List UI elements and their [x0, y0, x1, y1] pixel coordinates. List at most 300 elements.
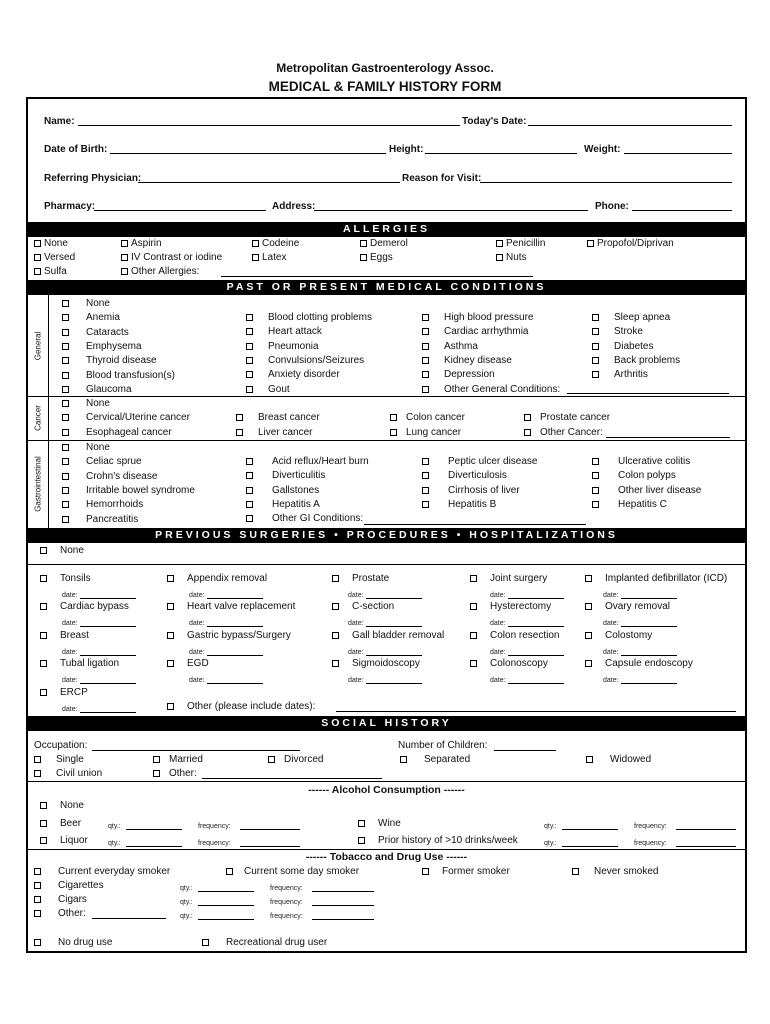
condition-item[interactable]: Hepatitis C [592, 499, 667, 511]
checkbox[interactable] [422, 868, 429, 875]
wine-qty-field[interactable] [562, 829, 618, 830]
status-other[interactable]: Other: [153, 768, 197, 780]
allergy-nuts[interactable]: Nuts [496, 252, 527, 264]
date-label: date: [603, 592, 619, 599]
date-field[interactable] [508, 598, 564, 599]
checkbox[interactable] [62, 516, 69, 523]
row-divider [26, 396, 747, 397]
checkbox[interactable] [226, 868, 233, 875]
allergy-none[interactable]: None [34, 238, 68, 250]
date-field[interactable] [366, 683, 422, 684]
condition-item[interactable]: Hepatitis A [246, 499, 320, 511]
checkbox[interactable] [422, 386, 429, 393]
condition-item[interactable]: Ulcerative colitis [592, 456, 690, 468]
checkbox[interactable] [34, 910, 41, 917]
date-field[interactable] [80, 712, 136, 713]
checkbox[interactable] [360, 254, 367, 261]
checkbox[interactable] [153, 770, 160, 777]
checkbox[interactable] [62, 473, 69, 480]
surgery-ercp[interactable]: ERCP [40, 687, 88, 699]
checkbox[interactable] [586, 756, 593, 763]
checkbox[interactable] [34, 254, 41, 261]
dob-label: Date of Birth: [44, 144, 108, 155]
checkbox[interactable] [62, 487, 69, 494]
date-label: date: [490, 592, 506, 599]
checkbox[interactable] [62, 314, 69, 321]
checkbox[interactable] [62, 300, 69, 307]
checkbox[interactable] [236, 414, 243, 421]
checkbox[interactable] [202, 939, 209, 946]
todays-date-field[interactable] [528, 125, 732, 126]
condition-item[interactable]: Glaucoma [62, 384, 132, 396]
date-field[interactable] [508, 626, 564, 627]
row-divider [26, 781, 747, 782]
condition-item[interactable]: None [62, 298, 110, 310]
cigarettes-freq-field[interactable] [312, 891, 374, 892]
checkbox[interactable] [524, 414, 531, 421]
pharmacy-label: Pharmacy: [44, 201, 96, 212]
reason-field[interactable] [480, 182, 732, 183]
checkbox[interactable] [252, 240, 259, 247]
tobacco-cigarettes[interactable]: Cigarettes [34, 880, 104, 892]
condition-item[interactable]: Appendix removal [167, 573, 267, 585]
condition-item[interactable]: Sigmoidoscopy [332, 658, 420, 670]
checkbox[interactable] [422, 314, 429, 321]
dob-field[interactable] [110, 153, 386, 154]
condition-item[interactable]: None [62, 398, 110, 410]
condition-item[interactable]: Back problems [592, 355, 680, 367]
cigarettes-qty-field[interactable] [198, 891, 254, 892]
wine-freq-field[interactable] [676, 829, 736, 830]
condition-item[interactable]: Anxiety disorder [246, 369, 340, 381]
condition-item[interactable]: Gallstones [246, 485, 319, 497]
status-widowed[interactable]: Widowed [586, 754, 651, 766]
checkbox[interactable] [62, 357, 69, 364]
tobacco-never[interactable]: Never smoked [572, 866, 658, 878]
checkbox[interactable] [40, 820, 47, 827]
condition-item[interactable]: Diverticulitis [246, 470, 325, 482]
checkbox[interactable] [246, 328, 253, 335]
checkbox[interactable] [246, 515, 253, 522]
checkbox[interactable] [34, 939, 41, 946]
allergy-penicillin[interactable]: Penicillin [496, 238, 545, 250]
date-label: date: [189, 648, 205, 656]
status-married[interactable]: Married [153, 754, 203, 766]
prior-qty-field[interactable] [562, 846, 618, 847]
condition-item[interactable]: Tubal ligation [40, 658, 119, 670]
checkbox[interactable] [236, 429, 243, 436]
section-divider [48, 295, 49, 528]
prior-freq-field[interactable] [676, 846, 736, 847]
checkbox[interactable] [592, 371, 599, 378]
checkbox[interactable] [422, 458, 429, 465]
date-label: date: [62, 592, 78, 599]
checkbox[interactable] [572, 868, 579, 875]
tobacco-cigars[interactable]: Cigars [34, 894, 87, 906]
checkbox[interactable] [40, 632, 47, 639]
status-separated[interactable]: Separated [400, 754, 470, 766]
date-label: date: [189, 676, 205, 684]
allergy-iv-contrast[interactable]: IV Contrast or iodine [121, 252, 222, 264]
checkbox[interactable] [585, 660, 592, 667]
date-field[interactable] [366, 655, 422, 656]
condition-item[interactable]: Breast [40, 630, 89, 642]
checkbox[interactable] [332, 660, 339, 667]
qty-label: qty.: [180, 885, 193, 892]
status-single[interactable]: Single [34, 754, 84, 766]
condition-item[interactable]: Irritable bowel syndrome [62, 485, 195, 497]
checkbox[interactable] [252, 254, 259, 261]
checkbox[interactable] [246, 487, 253, 494]
other-tob-freq-field[interactable] [312, 919, 374, 920]
condition-item[interactable]: Gout [246, 384, 290, 396]
condition-item[interactable]: Cervical/Uterine cancer [62, 412, 190, 424]
date-field[interactable] [508, 683, 564, 684]
status-other-field[interactable] [202, 778, 382, 779]
allergy-aspirin[interactable]: Aspirin [121, 238, 162, 250]
condition-item[interactable]: Diabetes [592, 341, 653, 353]
checkbox[interactable] [332, 603, 339, 610]
physician-field[interactable] [138, 182, 400, 183]
checkbox[interactable] [34, 268, 41, 275]
freq-label: frequency: [634, 823, 667, 830]
condition-item[interactable]: Convulsions/Seizures [246, 355, 364, 367]
date-field[interactable] [207, 626, 263, 627]
cigars-qty-field[interactable] [198, 905, 254, 906]
condition-item[interactable]: Pneumonia [246, 341, 319, 353]
checkbox[interactable] [40, 547, 47, 554]
height-field[interactable] [425, 153, 577, 154]
condition-item[interactable]: Peptic ulcer disease [422, 456, 538, 468]
checkbox[interactable] [422, 328, 429, 335]
condition-item[interactable]: Hemorrhoids [62, 499, 143, 511]
allergy-propofol[interactable]: Propofol/Diprivan [587, 238, 674, 250]
condition-item[interactable]: Crohn's disease [62, 471, 157, 483]
checkbox[interactable] [585, 632, 592, 639]
condition-item[interactable]: Blood clotting problems [246, 312, 372, 324]
date-field[interactable] [80, 655, 136, 656]
allergy-versed[interactable]: Versed [34, 252, 75, 264]
condition-item[interactable]: Other GI Conditions: [246, 513, 363, 525]
checkbox[interactable] [592, 458, 599, 465]
checkbox[interactable] [62, 372, 69, 379]
checkbox[interactable] [390, 414, 397, 421]
checkbox[interactable] [40, 837, 47, 844]
condition-item[interactable]: Anemia [62, 312, 120, 324]
checkbox[interactable] [167, 575, 174, 582]
condition-item[interactable]: Cataracts [62, 327, 129, 339]
alcohol-title: ------ Alcohol Consumption ------ [308, 784, 465, 796]
tobacco-other[interactable]: Other: [34, 908, 86, 920]
date-label: date: [348, 648, 364, 656]
checkbox[interactable] [585, 575, 592, 582]
beer-freq-field[interactable] [240, 829, 300, 830]
checkbox[interactable] [496, 254, 503, 261]
checkbox[interactable] [62, 414, 69, 421]
allergy-latex[interactable]: Latex [252, 252, 286, 264]
condition-item[interactable]: Breast cancer [236, 412, 320, 424]
date-field[interactable] [366, 598, 422, 599]
checkbox[interactable] [422, 487, 429, 494]
condition-item[interactable]: Colonoscopy [470, 658, 548, 670]
checkbox[interactable] [34, 896, 41, 903]
condition-item[interactable]: Ovary removal [585, 601, 670, 613]
checkbox[interactable] [592, 343, 599, 350]
alcohol-none[interactable]: None [40, 800, 84, 812]
condition-item[interactable]: Other liver disease [592, 485, 701, 497]
checkbox[interactable] [40, 689, 47, 696]
checkbox[interactable] [246, 343, 253, 350]
checkbox[interactable] [246, 501, 253, 508]
condition-item[interactable]: Prostate cancer [524, 412, 610, 424]
checkbox[interactable] [40, 575, 47, 582]
checkbox[interactable] [592, 314, 599, 321]
checkbox[interactable] [121, 254, 128, 261]
date-label: date: [189, 620, 205, 628]
date-field[interactable] [621, 598, 677, 599]
checkbox[interactable] [422, 371, 429, 378]
checkbox[interactable] [358, 837, 365, 844]
tobacco-everyday[interactable]: Current everyday smoker [34, 866, 170, 878]
condition-item[interactable]: Colostomy [585, 630, 652, 642]
other-tob-qty-field[interactable] [198, 919, 254, 920]
date-field[interactable] [621, 655, 677, 656]
weight-field[interactable] [624, 153, 732, 154]
date-label: date: [603, 676, 619, 684]
condition-item[interactable]: Blood transfusion(s) [62, 370, 175, 382]
checkbox[interactable] [40, 603, 47, 610]
checkbox[interactable] [167, 660, 174, 667]
condition-item[interactable]: Prostate [332, 573, 389, 585]
other-surgery-field[interactable] [336, 711, 736, 712]
condition-item[interactable]: Stroke [592, 326, 643, 338]
checkbox[interactable] [121, 240, 128, 247]
alcohol-wine[interactable]: Wine [358, 818, 401, 830]
allergy-eggs[interactable]: Eggs [360, 252, 393, 264]
checkbox[interactable] [592, 487, 599, 494]
liquor-qty-field[interactable] [126, 846, 182, 847]
checkbox[interactable] [34, 882, 41, 889]
physician-label: Referring Physician: [44, 173, 142, 184]
condition-item[interactable]: Tonsils [40, 573, 91, 585]
checkbox[interactable] [422, 472, 429, 479]
condition-item[interactable]: Liver cancer [236, 427, 312, 439]
drug-recreational[interactable]: Recreational drug user [202, 937, 327, 949]
other-allergies-field[interactable] [221, 276, 533, 277]
condition-item[interactable]: Emphysema [62, 341, 142, 353]
checkbox[interactable] [62, 444, 69, 451]
condition-item[interactable]: Capsule endoscopy [585, 658, 693, 670]
condition-item[interactable]: EGD [167, 658, 209, 670]
address-field[interactable] [314, 210, 588, 211]
condition-item[interactable]: Thyroid disease [62, 355, 157, 367]
condition-item[interactable]: C-section [332, 601, 394, 613]
checkbox[interactable] [121, 268, 128, 275]
checkbox[interactable] [470, 575, 477, 582]
checkbox[interactable] [587, 240, 594, 247]
liquor-freq-field[interactable] [240, 846, 300, 847]
date-label: date: [62, 676, 78, 684]
allergy-codeine[interactable]: Codeine [252, 238, 299, 250]
checkbox[interactable] [167, 603, 174, 610]
tobacco-someday[interactable]: Current some day smoker [226, 866, 359, 878]
name-field[interactable] [78, 125, 460, 126]
allergy-other[interactable]: Other Allergies: [121, 266, 199, 278]
checkbox[interactable] [592, 357, 599, 364]
condition-item[interactable]: Asthma [422, 341, 478, 353]
condition-item[interactable]: Gall bladder removal [332, 630, 444, 642]
date-field[interactable] [366, 626, 422, 627]
checkbox[interactable] [62, 429, 69, 436]
checkbox[interactable] [422, 501, 429, 508]
checkbox[interactable] [585, 603, 592, 610]
checkbox[interactable] [400, 756, 407, 763]
checkbox[interactable] [62, 343, 69, 350]
condition-item[interactable]: Celiac sprue [62, 456, 142, 468]
occupation-field[interactable] [92, 750, 300, 751]
weight-label: Weight: [584, 144, 621, 155]
checkbox[interactable] [62, 458, 69, 465]
surgery-other[interactable]: Other (please include dates): [167, 701, 315, 713]
date-field[interactable] [80, 598, 136, 599]
checkbox[interactable] [496, 240, 503, 247]
cigars-freq-field[interactable] [312, 905, 374, 906]
other-general-field[interactable] [567, 393, 729, 394]
checkbox[interactable] [592, 328, 599, 335]
checkbox[interactable] [332, 575, 339, 582]
todays-date-label: Today's Date: [462, 116, 527, 127]
condition-item[interactable]: Cardiac bypass [40, 601, 129, 613]
alcohol-liquor[interactable]: Liquor [40, 835, 88, 847]
checkbox[interactable] [40, 802, 47, 809]
condition-item[interactable]: Implanted defibrillator (ICD) [585, 573, 727, 585]
condition-item[interactable]: Sleep apnea [592, 312, 670, 324]
date-field[interactable] [80, 683, 136, 684]
date-label: date: [348, 620, 364, 628]
checkbox[interactable] [360, 240, 367, 247]
condition-item[interactable]: Depression [422, 369, 495, 381]
condition-item[interactable]: Colon resection [470, 630, 559, 642]
social-header: SOCIAL HISTORY [26, 716, 747, 731]
conditions-header: PAST OR PRESENT MEDICAL CONDITIONS [26, 280, 747, 295]
condition-item[interactable]: Hysterectomy [470, 601, 551, 613]
checkbox[interactable] [34, 756, 41, 763]
checkbox[interactable] [422, 357, 429, 364]
phone-field[interactable] [632, 210, 732, 211]
condition-item[interactable]: Esophageal cancer [62, 427, 172, 439]
checkbox[interactable] [268, 756, 275, 763]
date-field[interactable] [207, 598, 263, 599]
condition-item[interactable]: Colon polyps [592, 470, 676, 482]
checkbox[interactable] [524, 429, 531, 436]
alcohol-beer[interactable]: Beer [40, 818, 81, 830]
date-field[interactable] [80, 626, 136, 627]
condition-item[interactable]: Heart attack [246, 326, 322, 338]
condition-item[interactable]: Cardiac arrhythmia [422, 326, 528, 338]
other-gi-field[interactable] [364, 524, 586, 525]
checkbox[interactable] [592, 472, 599, 479]
date-field[interactable] [508, 655, 564, 656]
date-field[interactable] [621, 626, 677, 627]
checkbox[interactable] [470, 660, 477, 667]
date-field[interactable] [207, 683, 263, 684]
checkbox[interactable] [390, 429, 397, 436]
condition-item[interactable]: Joint surgery [470, 573, 547, 585]
checkbox[interactable] [62, 400, 69, 407]
tobacco-former[interactable]: Former smoker [422, 866, 510, 878]
qty-label: qty.: [180, 913, 193, 920]
checkbox[interactable] [246, 371, 253, 378]
checkbox[interactable] [167, 703, 174, 710]
condition-item[interactable]: Diverticulosis [422, 470, 507, 482]
checkbox[interactable] [246, 458, 253, 465]
other-cancer-field[interactable] [606, 437, 730, 438]
checkbox[interactable] [62, 329, 69, 336]
checkbox[interactable] [153, 756, 160, 763]
checkbox[interactable] [34, 240, 41, 247]
checkbox[interactable] [422, 343, 429, 350]
checkbox[interactable] [167, 632, 174, 639]
checkbox[interactable] [62, 386, 69, 393]
date-field[interactable] [621, 683, 677, 684]
checkbox[interactable] [246, 386, 253, 393]
qty-label: qty.: [108, 823, 121, 830]
status-civil-union[interactable]: Civil union [34, 768, 102, 780]
checkbox[interactable] [34, 770, 41, 777]
alcohol-prior[interactable]: Prior history of >10 drinks/week [358, 835, 518, 847]
date-label: date: [62, 620, 78, 628]
condition-item[interactable]: Other Cancer: [524, 427, 603, 439]
checkbox[interactable] [470, 603, 477, 610]
status-divorced[interactable]: Divorced [268, 754, 323, 766]
checkbox[interactable] [470, 632, 477, 639]
condition-item[interactable]: Pancreatitis [62, 514, 138, 526]
checkbox[interactable] [592, 501, 599, 508]
condition-item[interactable]: Other General Conditions: [422, 384, 560, 396]
checkbox[interactable] [62, 501, 69, 508]
checkbox[interactable] [246, 357, 253, 364]
checkbox[interactable] [246, 472, 253, 479]
drug-none[interactable]: No drug use [34, 937, 112, 949]
surgery-none[interactable]: None [40, 545, 84, 557]
condition-item[interactable]: Colon cancer [390, 412, 465, 424]
beer-qty-field[interactable] [126, 829, 182, 830]
date-field[interactable] [207, 655, 263, 656]
tobacco-other-field[interactable] [92, 918, 166, 919]
checkbox[interactable] [246, 314, 253, 321]
checkbox[interactable] [34, 868, 41, 875]
condition-item[interactable]: None [62, 442, 110, 454]
pharmacy-field[interactable] [94, 210, 266, 211]
condition-item[interactable]: Gastric bypass/Surgery [167, 630, 291, 642]
condition-item[interactable]: Kidney disease [422, 355, 512, 367]
qty-label: qty.: [544, 840, 557, 847]
condition-item[interactable]: Arthritis [592, 369, 648, 381]
children-field[interactable] [494, 750, 556, 751]
condition-item[interactable]: High blood pressure [422, 312, 534, 324]
condition-item[interactable]: Heart valve replacement [167, 601, 295, 613]
checkbox[interactable] [358, 820, 365, 827]
condition-item[interactable]: Acid reflux/Heart burn [246, 456, 369, 468]
allergy-demerol[interactable]: Demerol [360, 238, 408, 250]
organization-name: Metropolitan Gastroenterology Assoc. [276, 61, 494, 75]
checkbox[interactable] [40, 660, 47, 667]
allergy-sulfa[interactable]: Sulfa [34, 266, 67, 278]
checkbox[interactable] [332, 632, 339, 639]
condition-item[interactable]: Hepatitis B [422, 499, 496, 511]
condition-item[interactable]: Lung cancer [390, 427, 461, 439]
condition-item[interactable]: Cirrhosis of liver [422, 485, 520, 497]
